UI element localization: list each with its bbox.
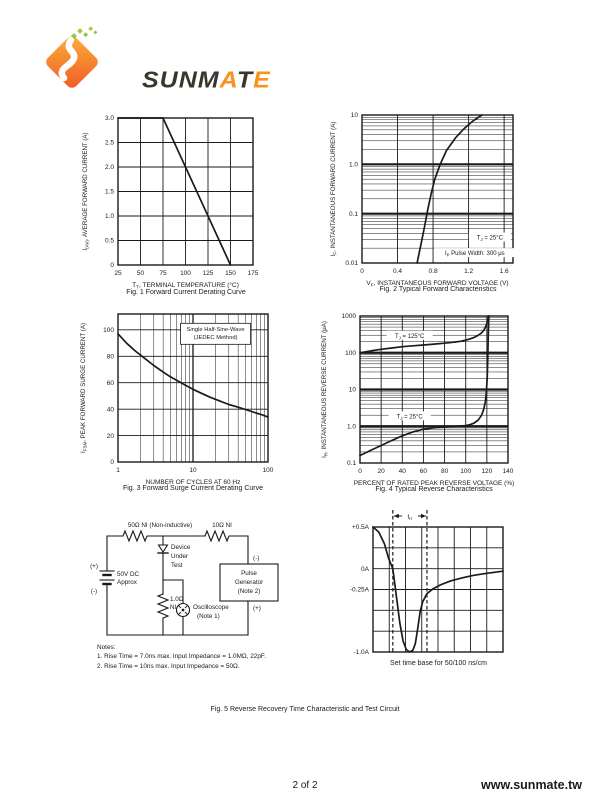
- svg-text:0.1: 0.1: [346, 460, 356, 468]
- oscilloscope-label-2: (Note 1): [197, 613, 220, 620]
- svg-text:1.2: 1.2: [464, 268, 474, 275]
- svg-text:2.0: 2.0: [104, 164, 114, 172]
- fig3-caption: Fig. 3 Forward Surge Current Derating Curve: [122, 485, 264, 492]
- brand-text-accent-a: A: [219, 67, 237, 93]
- svg-text:60: 60: [106, 379, 114, 387]
- svg-text:-0.25A: -0.25A: [349, 586, 369, 594]
- test-circuit-diagram: [85, 508, 320, 640]
- battery-label-1: 50V DC: [117, 571, 140, 578]
- fig1-caption: Fig. 1 Forward Current Derating Curve: [126, 289, 246, 296]
- svg-text:TJ = 25°C: $T_J = 25^\circ C$: [396, 414, 423, 421]
- fig2-caption: Fig. 2 Typical Forward Characteristics: [379, 286, 497, 293]
- fig5-caption: Fig. 5 Reverse Recovery Time Characteristic and Test Circuit: [210, 706, 400, 713]
- svg-text:0A: 0A: [361, 565, 369, 573]
- note-1: 1. Rise Time = 7.0ns max. Input Impedance = 1.0MΩ, 22pF.: [97, 653, 266, 661]
- fig2-block: [328, 105, 578, 293]
- svg-text:VF, INSTANTANEOUS FORWARD VOLT: $V_F$, INSTANTANEOUS FORWARD VOLTAGE (V): [366, 280, 509, 288]
- svg-text:NUMBER OF CYCLES AT 60 Hz: NUMBER OF CYCLES AT 60 Hz: [145, 479, 241, 486]
- svg-text:10: 10: [350, 112, 358, 120]
- svg-text:0.1: 0.1: [348, 210, 358, 218]
- fig4-block: [320, 302, 578, 493]
- svg-text:trr: $t_{rr}$: [407, 513, 413, 521]
- svg-text:0: 0: [110, 459, 114, 467]
- svg-text:0.01: 0.01: [345, 260, 358, 268]
- svg-text:100: 100: [103, 327, 114, 335]
- svg-text:50: 50: [136, 270, 145, 277]
- svg-text:I(AV), AVERAGE FORWARD CURRENT: $I_{(AV)}$, AVERAGE FORWARD CURRENT (A): [82, 132, 90, 251]
- pg-plus-label: (+): [253, 605, 261, 612]
- pg-minus-label: (-): [253, 555, 260, 562]
- svg-text:TJ = 125°C: $T_J = 125^\circ C$: [394, 333, 425, 341]
- pulse-gen-label-3: (Note 2): [237, 588, 261, 595]
- page-number: 2 of 2: [292, 780, 318, 791]
- svg-text:1000: 1000: [341, 313, 356, 321]
- svg-text:0.5: 0.5: [104, 237, 114, 245]
- fig3-block: [60, 308, 302, 492]
- svg-text:100: 100: [345, 349, 356, 357]
- diode-icon: [159, 545, 168, 552]
- r2-label: 10Ω NI: [212, 522, 232, 529]
- svg-text:80: 80: [106, 353, 114, 361]
- svg-text:1.0: 1.0: [348, 161, 358, 169]
- svg-text:IF, INSTANTANEOUS FORWARD CURR: $I_F$, INSTANTANEOUS FORWARD CURRENT (A): [330, 121, 338, 257]
- circuit-notes: [97, 643, 320, 671]
- sunmate-logo-icon: [38, 22, 138, 94]
- brand-text: SUNM: [142, 67, 220, 93]
- note-2: 2. Rise Time = 10ns max. Input Impedance = 50Ω.: [97, 662, 240, 670]
- svg-text:0.8: 0.8: [428, 268, 438, 275]
- svg-text:150: 150: [225, 270, 236, 277]
- svg-text:100: 100: [460, 468, 472, 475]
- svg-text:1.6: 1.6: [499, 268, 509, 275]
- svg-text:25: 25: [114, 270, 122, 277]
- sunmate-logo: [38, 22, 271, 94]
- svg-text:175: 175: [247, 270, 259, 277]
- fig1-block: [63, 110, 303, 296]
- pulse-gen-label-2: Generator: [234, 579, 264, 586]
- website-link[interactable]: www.sunmate.tw: [481, 778, 582, 792]
- dut-label-2: Under: [171, 553, 189, 560]
- svg-text:IP Pulse Width: 300 μs: $I_P$ Pulse Width: 300 μs: [444, 251, 505, 258]
- svg-text:40: 40: [106, 406, 114, 414]
- svg-text:-1.0A: -1.0A: [353, 649, 369, 655]
- svg-text:40: 40: [398, 468, 406, 475]
- svg-text:1: 1: [116, 467, 120, 474]
- svg-text:60: 60: [419, 468, 428, 475]
- svg-text:20: 20: [377, 468, 385, 475]
- svg-text:0: 0: [110, 262, 114, 270]
- brand-text-accent-e: E: [253, 67, 271, 93]
- fig5-waveform-block: [345, 505, 570, 667]
- notes-title: Notes:: [97, 644, 116, 651]
- pulse-gen-label-1: Pulse: [241, 570, 257, 577]
- waveform-caption: Set time base for 50/100 ns/cm: [390, 660, 487, 667]
- fig3-chart: [60, 308, 302, 488]
- svg-text:IFSM, PEAK FORWARD SURGE CURRE: $I_{FSM}$, PEAK FORWARD SURGE CURRENT (A): [80, 322, 88, 454]
- svg-text:2.5: 2.5: [104, 139, 114, 147]
- svg-text:80: 80: [440, 468, 449, 475]
- fig2-chart: [328, 105, 578, 289]
- battery-plus-label: (+): [90, 563, 98, 570]
- svg-text:3.0: 3.0: [104, 115, 114, 123]
- svg-text:10: 10: [348, 386, 356, 394]
- svg-text:Single Half-Sine-Wave: Single Half-Sine-Wave: [186, 326, 245, 333]
- r3-label-2: NI: [170, 604, 177, 611]
- logo-green-dots: [71, 26, 97, 39]
- fig1-chart: [63, 110, 303, 292]
- svg-text:10: 10: [189, 467, 197, 474]
- svg-text:75: 75: [159, 270, 167, 277]
- svg-text:(JEDEC Method): (JEDEC Method): [193, 334, 238, 341]
- svg-text:125: 125: [202, 270, 214, 277]
- svg-text:0: 0: [360, 268, 364, 275]
- dut-label-3: Test: [171, 562, 183, 569]
- svg-text:100: 100: [262, 467, 274, 474]
- fig4-caption: Fig. 4 Typical Reverse Characteristics: [375, 486, 493, 493]
- svg-text:1.5: 1.5: [104, 188, 114, 196]
- battery-label-2: Approx: [117, 579, 137, 586]
- svg-text:0: 0: [358, 468, 362, 475]
- svg-text:TT, TERMINAL TEMPERATURE (°C): $T_T$, TERMINAL TEMPERATURE (°C): [132, 282, 239, 290]
- r3-label-1: 1.0Ω: [170, 596, 184, 603]
- svg-text:120: 120: [481, 468, 493, 475]
- svg-text:PERCENT OF RATED PEAK REVERSE: PERCENT OF RATED PEAK REVERSE VOLTAGE (%): [353, 480, 515, 487]
- svg-text:1.0: 1.0: [104, 213, 114, 221]
- svg-text:140: 140: [502, 468, 514, 475]
- svg-text:+0.5A: +0.5A: [351, 524, 369, 532]
- svg-text:IR, INSTANTANEOUS REVERSE CURR: $I_R$, INSTANTANEOUS REVERSE CURRENT (μA): [321, 321, 329, 458]
- svg-text:0.4: 0.4: [393, 268, 403, 275]
- oscilloscope-label-1: Oscilloscope: [193, 604, 229, 611]
- recovery-waveform-chart: [345, 505, 570, 655]
- battery-minus-label: (-): [90, 588, 98, 595]
- svg-text:TJ = 25°C: $T_J = 25^\circ C$: [476, 235, 503, 243]
- brand-text-t: T: [236, 67, 254, 93]
- oscilloscope-icon: [177, 604, 190, 617]
- fig4-chart: [320, 302, 578, 489]
- svg-text:1.0: 1.0: [346, 423, 356, 431]
- r1-label: 50Ω NI (Non-inductive): [127, 522, 193, 529]
- svg-text:20: 20: [106, 432, 114, 440]
- svg-text:100: 100: [180, 270, 191, 277]
- fig5-circuit-block: [85, 508, 320, 671]
- dut-label-1: Device: [171, 544, 191, 551]
- brand-wordmark: [142, 67, 271, 94]
